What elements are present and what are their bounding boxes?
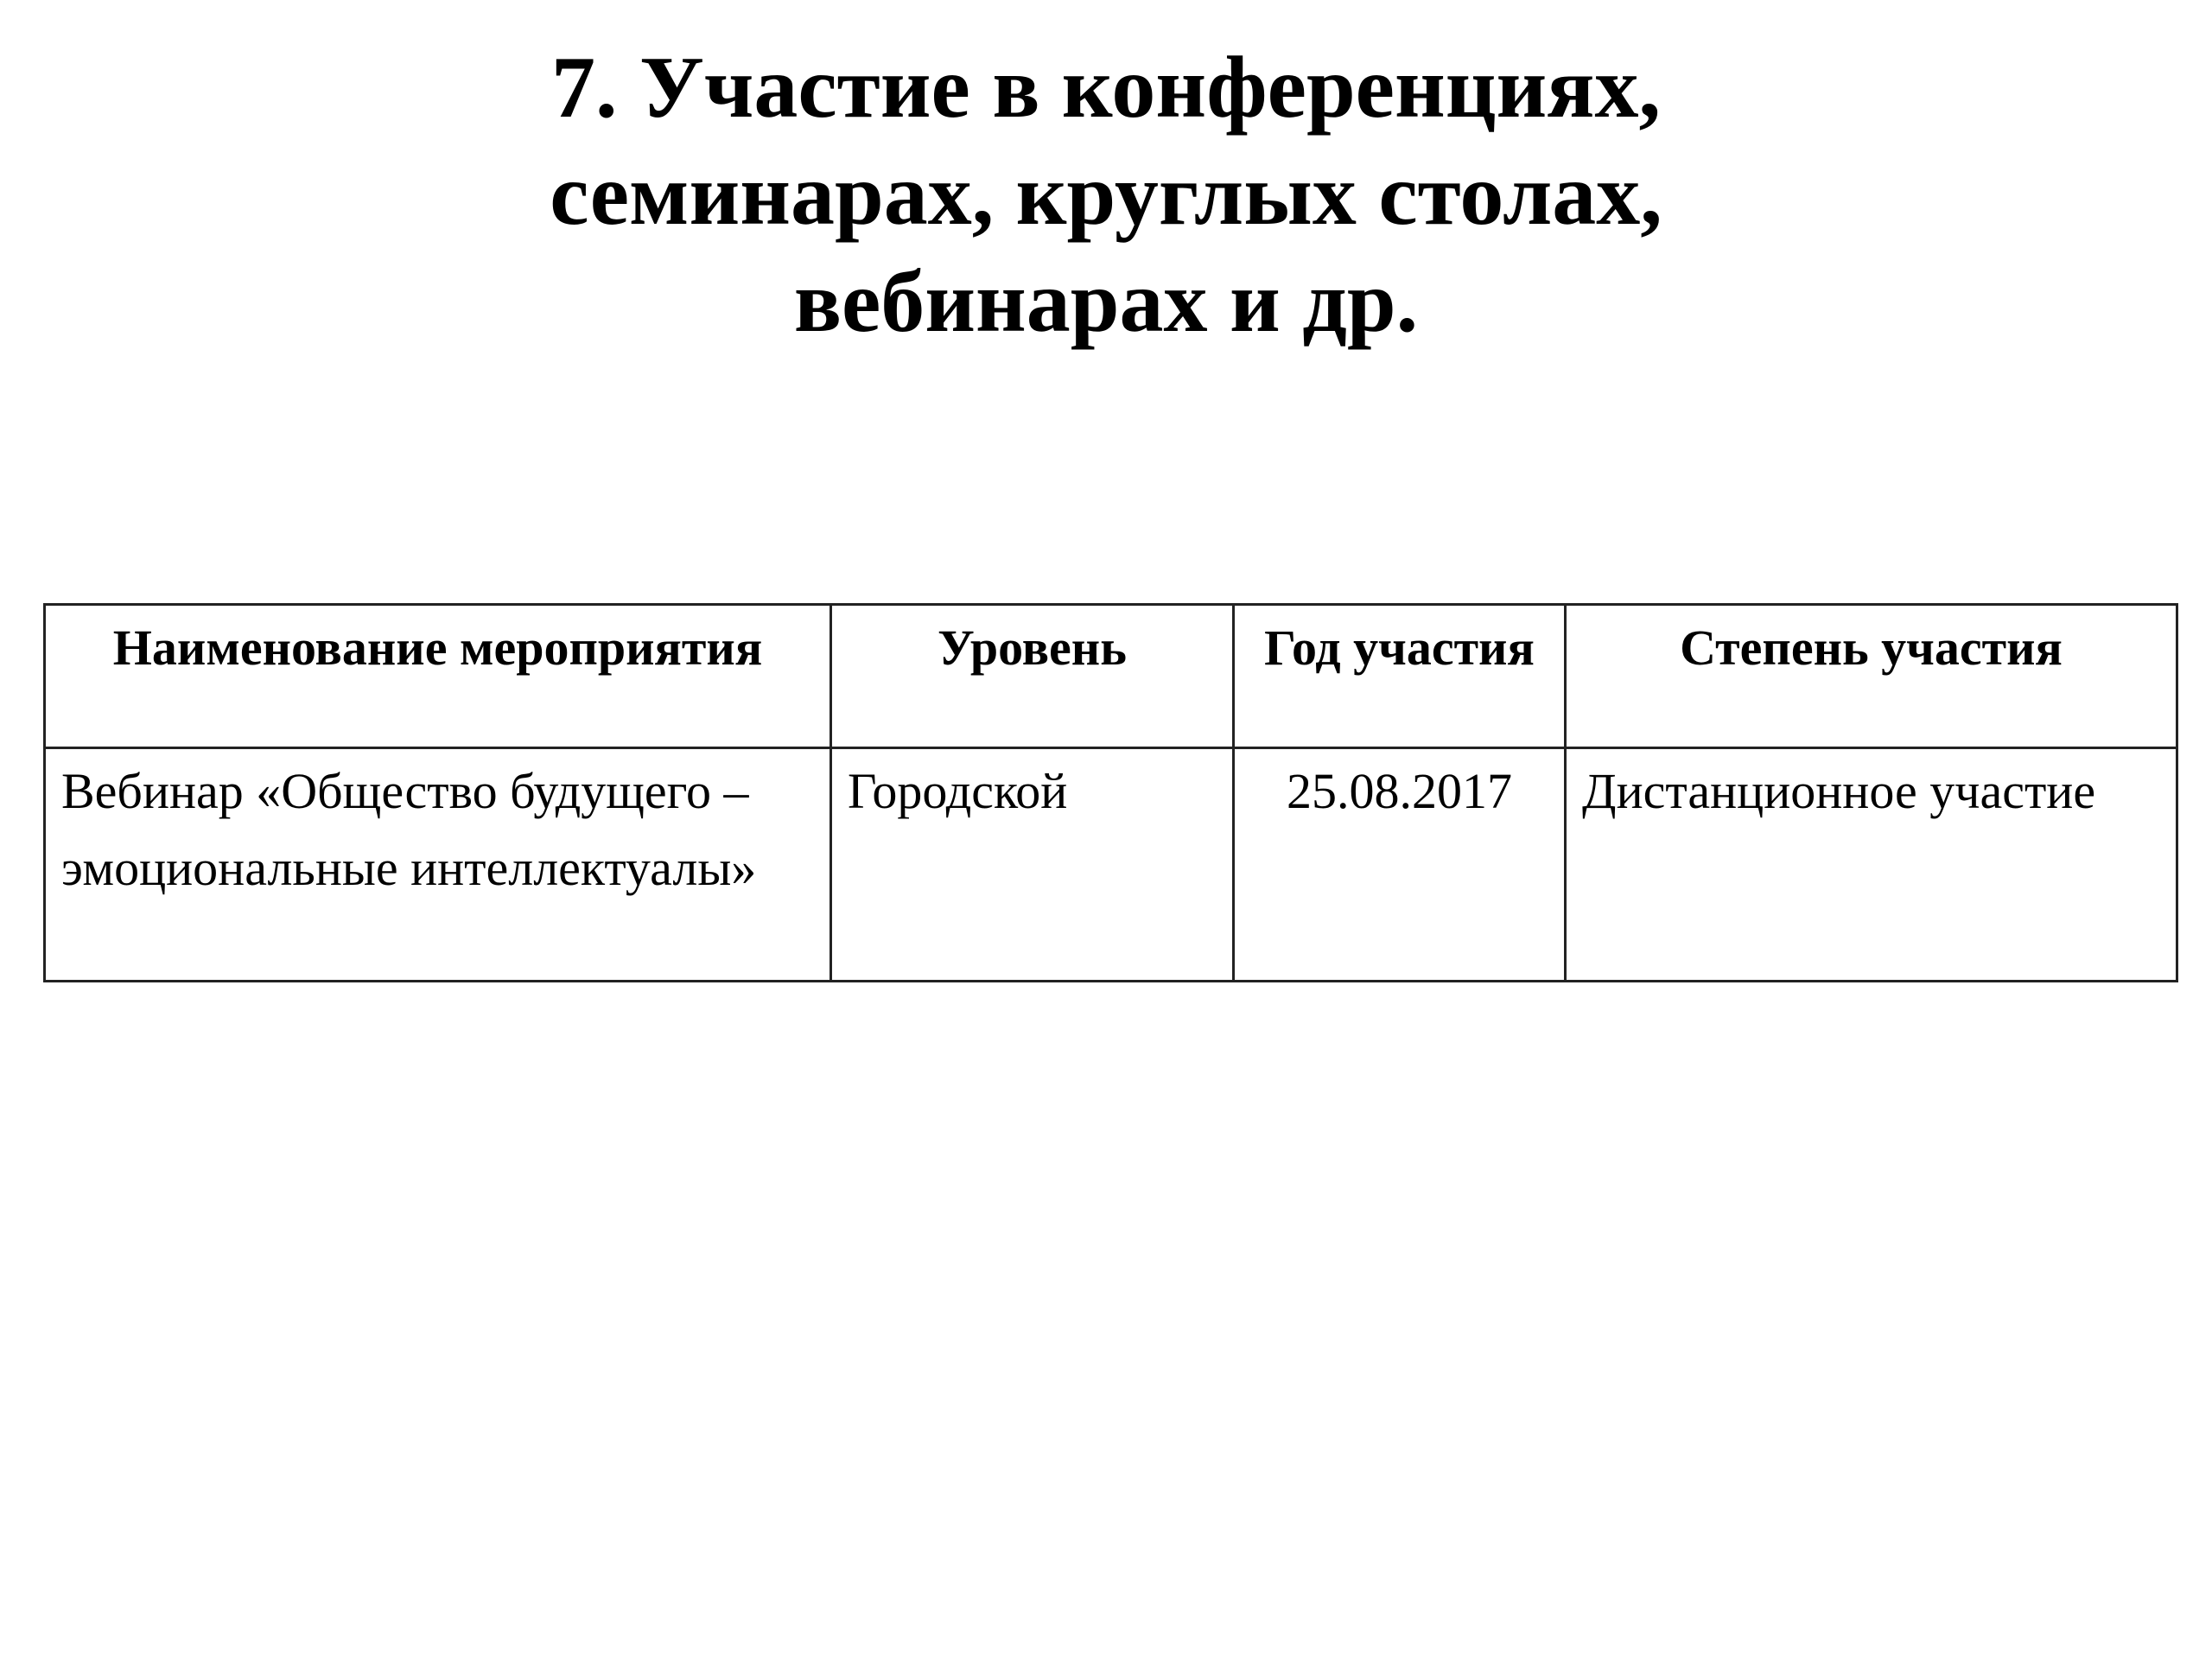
table-row [45,748,2177,982]
table-header [45,605,2177,748]
cell-year: 25.08.2017 [1234,748,1566,982]
title-line-2: семинарах, круглых столах, [550,146,1662,244]
header-degree: Степень участия [1566,605,2177,748]
header-event-name: Наименование мероприятия [45,605,831,748]
cell-degree: Дистанционное участие [1566,748,2177,982]
header-year: Год участия [1234,605,1566,748]
table-body [45,748,2177,982]
title-line-1: 7. Участие в конференциях, [551,39,1661,137]
cell-event-name: Вебинар «Общество будущего – эмоциональные интеллектуалы» [45,748,831,982]
events-table [43,603,2178,982]
cell-level: Городской [831,748,1234,982]
page-title [0,35,2212,356]
title-line-3: вебинарах и др. [793,253,1419,351]
header-level: Уровень [831,605,1234,748]
table-header-row [45,605,2177,748]
